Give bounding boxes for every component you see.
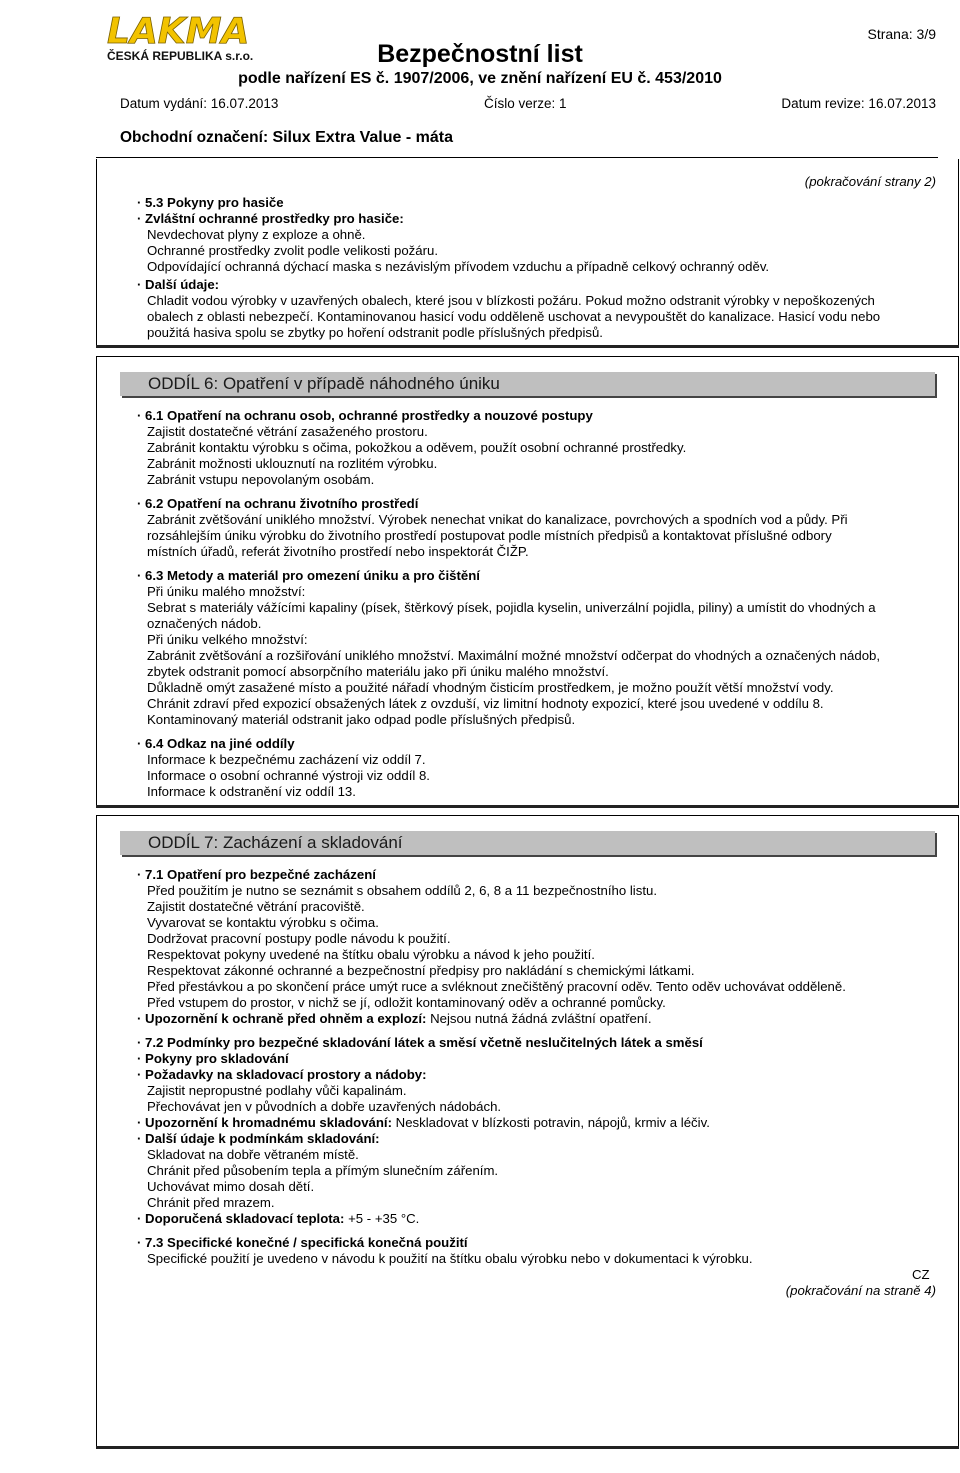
continued-to: (pokračování na straně 4) (785, 1283, 936, 1298)
subsection-heading: · Upozornění k hromadnému skladování: (137, 1115, 392, 1130)
text-line: Respektovat pokyny uvedené na štítku obalu výrobku a návod k jeho použití. (147, 947, 595, 962)
storage-temperature-note (137, 1211, 419, 1227)
text-line: Zabránit možnosti uklouznutí na rozlitém výrobku. (147, 456, 438, 471)
subsection-heading: · Zvláštní ochranné prostředky pro hasiče: (137, 211, 404, 226)
text-line: Zabránit kontaktu výrobku s očima, pokožkou a oděvem, použít osobní ochranné prostředky. (147, 440, 687, 455)
subsection-heading: · Další údaje k podmínkám skladování: (137, 1131, 380, 1146)
text-line: Zabránit vstupu nepovolaným osobám. (147, 472, 375, 487)
continued-from: (pokračování strany 2) (804, 174, 936, 189)
page-number: Strana: 3/9 (867, 26, 936, 42)
section-title: ODDÍL 7: Zacházení a skladování (148, 833, 403, 852)
document-title: Bezpečnostní list (377, 40, 583, 68)
text-line: Sebrat s materiály vážícími kapaliny (písek, štěrkový písek, pojidla kyselin, univerzální pojidla, piliny) a umístit do vhodných a (147, 600, 876, 615)
bulk-storage-note (137, 1115, 710, 1131)
document-subtitle: podle nařízení ES č. 1907/2006, ve znění nařízení EU č. 453/2010 (238, 70, 722, 87)
product-label: Obchodní označení: (120, 129, 269, 146)
subsection-heading: · 7.3 Specifické konečné / specifická konečná použití (137, 1235, 468, 1250)
subsection-heading: · 7.1 Opatření pro bezpečné zacházení (137, 867, 376, 882)
text-value: +5 - +35 °C. (348, 1211, 420, 1226)
subsection-heading: · 6.2 Opatření na ochranu životního prostředí (137, 496, 419, 511)
text-line: Informace k odstranění viz oddíl 13. (147, 784, 356, 799)
logo-subtext: ČESKÁ REPUBLIKA s.r.o. (107, 49, 254, 63)
text-line: Uchovávat mimo dosah dětí. (147, 1179, 315, 1194)
subsection-heading: · Doporučená skladovací teplota: (137, 1211, 345, 1226)
text-line: Důkladně omýt zasažené místo a použité nářadí vhodným čisticím prostředkem, je možno použít větší množství vody. (147, 680, 834, 695)
text-line: Ochranné prostředky zvolit podle velikosti požáru. (147, 243, 439, 258)
text-value: Nejsou nutná žádná zvláštní opatření. (430, 1011, 652, 1026)
text-line: použitá hasiva spolu se zbytky po hoření odstranit podle příslušných předpisů. (147, 325, 603, 340)
text-line: rozsáhlejším úniku výrobku do životního prostředí postupovat podle místních předpisů a kontaktovat příslušné odbory (147, 528, 832, 543)
text-line: Vyvarovat se kontaktu výrobku s očima. (147, 915, 379, 930)
text-line: Chránit před působením tepla a přímým slunečním zářením. (147, 1163, 499, 1178)
text-line: obalech z oblasti nebezpečí. Kontaminovanou hasicí vodu odděleně uschovat a nevypouštět do kanalizace. Hasicí vodu nebo (147, 309, 881, 324)
subsection-heading: · Další údaje: (137, 277, 220, 292)
product-designation (120, 129, 453, 147)
text-line: Kontaminovaný materiál odstranit jako odpad podle příslušných předpisů. (147, 712, 576, 727)
text-line: Chránit před mrazem. (147, 1195, 275, 1210)
text-line: Informace k bezpečnému zacházení viz oddíl 7. (147, 752, 426, 767)
text-line: Při úniku velkého množství: (147, 632, 308, 647)
issue-date: Datum vydání: 16.07.2013 (120, 96, 279, 111)
text-line: Zabránit zvětšování a rozšiřování uniklého množství. Maximální možné množství odčerpat do vhodných a označených nádob, (147, 648, 881, 663)
text-line: Zajistit dostatečné větrání zasaženého prostoru. (147, 424, 428, 439)
logo-wordmark: LAKMA (107, 11, 250, 52)
subsection-heading: · 7.2 Podmínky pro bezpečné skladování látek a směsí včetně neslučitelných látek a směsí (137, 1035, 703, 1050)
subsection-heading: · Upozornění k ochraně před ohněm a explozí: (137, 1011, 427, 1026)
text-line: Chladit vodou výrobky v uzavřených obalech, které jsou v blízkosti požáru. Pokud možno odstranit výrobky v nepoškozených (147, 293, 875, 308)
text-line: Zajistit dostatečné větrání pracoviště. (147, 899, 365, 914)
section-7-header (120, 831, 935, 855)
text-line: Specifické použití je uvedeno v návodu k použití na štítku obalu výrobku nebo v dokumentaci k výrobku. (147, 1251, 753, 1266)
text-line: Přechovávat jen v původních a dobře uzavřených nádobách. (147, 1099, 502, 1114)
version-number: Číslo verze: 1 (484, 96, 567, 111)
text-line: Při úniku malého množství: (147, 584, 306, 599)
language-code: CZ (912, 1267, 930, 1282)
text-line: místních úřadů, referát životního prostředí nebo inspektorát ČIŽP. (147, 544, 529, 559)
revision-date: Datum revize: 16.07.2013 (781, 96, 936, 111)
text-line: Chránit zdraví před expozicí obsažených látek z ovzduší, viz limitní hodnoty expozicí, které jsou uvedené v oddílu 8. (147, 696, 824, 711)
subsection-heading: · 6.1 Opatření na ochranu osob, ochranné prostředky a nouzové postupy (137, 408, 593, 423)
subsection-heading: · Pokyny pro skladování (137, 1051, 289, 1066)
text-line: Zabránit zvětšování uniklého množství. Výrobek nenechat vnikat do kanalizace, povrchových a spodních vod a půdy. Při (147, 512, 848, 527)
text-line: Skladovat na dobře větraném místě. (147, 1147, 359, 1162)
text-line: Dodržovat pracovní postupy podle návodu k použití. (147, 931, 451, 946)
text-line: Informace o osobní ochranné výstroji viz oddíl 8. (147, 768, 430, 783)
subsection-heading: · 5.3 Pokyny pro hasiče (137, 195, 284, 210)
text-line: zbytek odstranit pomocí absorpčního materiálu jako při úniku malého množství. (147, 664, 609, 679)
text-value: Neskladovat v blízkosti potravin, nápojů, krmiv a léčiv. (395, 1115, 710, 1130)
subsection-heading: · 6.3 Metody a materiál pro omezení úniku a pro čištění (137, 568, 480, 583)
fire-protection-note (137, 1011, 652, 1027)
subsection-heading: · 6.4 Odkaz na jiné oddíly (137, 736, 295, 751)
text-line: Zajistit nepropustné podlahy vůči kapalinám. (147, 1083, 407, 1098)
text-line: Před použitím je nutno se seznámit s obsahem oddílů 2, 6, 8 a 11 bezpečnostního listu. (147, 883, 657, 898)
text-line: Odpovídající ochranná dýchací maska s nezávislým přívodem vzduchu a případně celkový ochranný oděv. (147, 259, 770, 274)
text-line: Před přestávkou a po skončení práce umýt ruce a svléknout znečištěný pracovní oděv. Tento oděv uchovávat odděleně. (147, 979, 846, 994)
section-title: ODDÍL 6: Opatření v případě náhodného úniku (148, 374, 500, 393)
text-line: Před vstupem do prostor, v nichž se jí, odložit kontaminovaný oděv a ochranné pomůcky. (147, 995, 666, 1010)
product-name: Silux Extra Value - máta (272, 129, 453, 146)
text-line: Nevdechovat plyny z exploze a ohně. (147, 227, 366, 242)
section-6-header (120, 372, 935, 396)
text-line: označených nádob. (147, 616, 262, 631)
document-meta (120, 96, 936, 114)
subsection-heading: · Požadavky na skladovací prostory a nádoby: (137, 1067, 427, 1082)
text-line: Respektovat zákonné ochranné a bezpečnostní předpisy pro nakládání s chemickými látkami. (147, 963, 695, 978)
header-divider (96, 157, 938, 158)
